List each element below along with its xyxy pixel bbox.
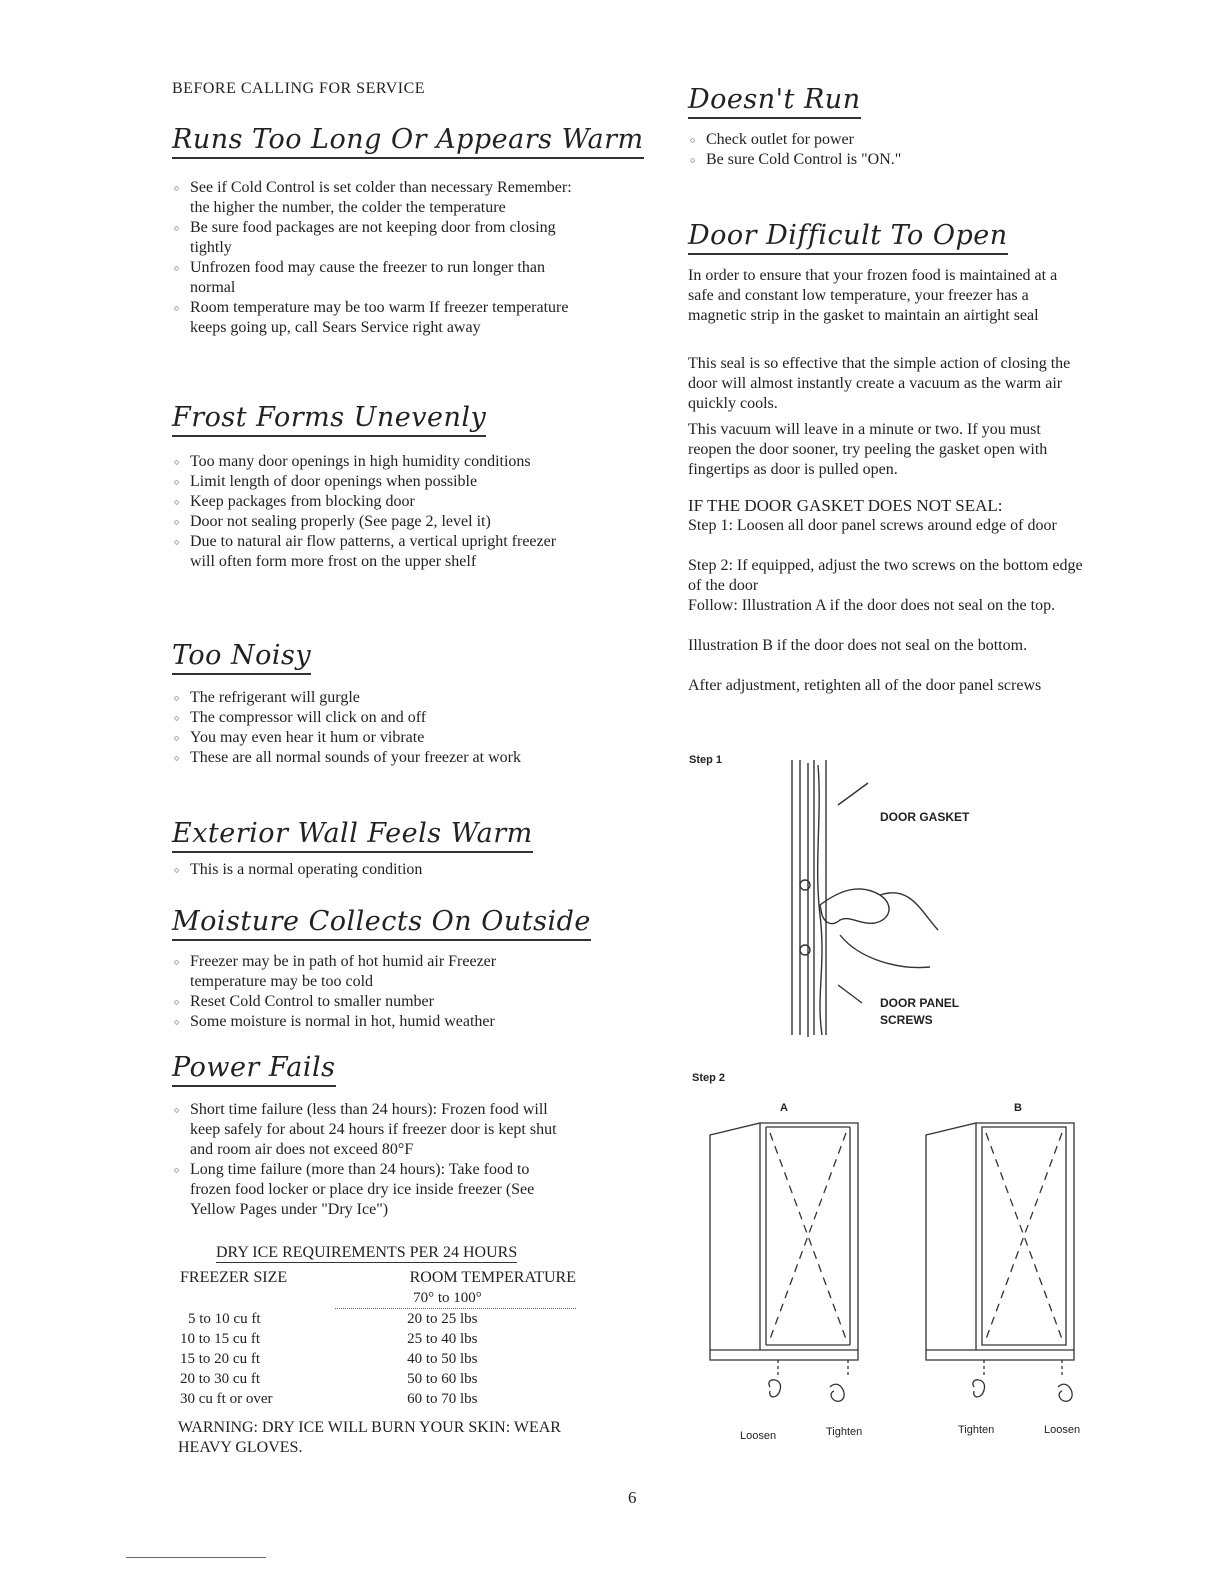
list-item: ○ The refrigerant will gurgle <box>172 688 572 708</box>
table-row <box>180 1309 576 1330</box>
list-item: ○ Limit length of door openings when possible <box>172 472 572 492</box>
footer-rule <box>126 1557 266 1558</box>
table-cell-size: 15 to 20 cu ft <box>180 1351 260 1367</box>
table-cell-size: 5 to 10 cu ft <box>188 1310 261 1327</box>
list-item: ○ Too many door openings in high humidity conditions <box>172 452 572 472</box>
table-cell-size: 30 cu ft or over <box>180 1391 273 1407</box>
door-paragraph-1: In order to ensure that your frozen food is maintained at a safe and constant low temperature, your freezer has a magnetic strip in the gasket to maintain an airtight seal <box>688 267 1058 324</box>
heading-exterior: Exterior Wall Feels Warm <box>172 818 533 853</box>
table-cell-size: 10 to 15 cu ft <box>180 1331 260 1347</box>
list-power <box>172 1100 572 1220</box>
door-panel-screws-label: SCREWS <box>880 1013 933 1027</box>
list-item: ○ Reset Cold Control to smaller number <box>172 992 572 1012</box>
illustration-b-label: B <box>1014 1102 1022 1114</box>
col-header-room-temp: ROOM TEMPERATURE <box>409 1269 576 1286</box>
illustration-a <box>700 1115 870 1425</box>
list-item: ○ Unfrozen food may cause the freezer to run longer than normal <box>172 258 572 298</box>
list-exterior <box>172 860 572 880</box>
step2-label: Step 2 <box>692 1072 726 1084</box>
door-gasket-label: DOOR GASKET <box>880 810 970 824</box>
tighten-label-a: Tighten <box>826 1426 863 1438</box>
gasket-illustration-b: Illustration B if the door does not seal on the bottom. <box>688 637 1028 654</box>
list-item: ○ Be sure food packages are not keeping door from closing tightly <box>172 218 572 258</box>
gasket-step-1: Step 1: Loosen all door panel screws around edge of door <box>688 517 1057 534</box>
list-moisture <box>172 952 572 1032</box>
list-item: ○ This is a normal operating condition <box>172 860 572 880</box>
list-item: ○ Long time failure (more than 24 hours): Take food to frozen food locker or place dry ice inside freezer (See Yellow Pages under "Dry Ice") <box>172 1160 572 1220</box>
table-row <box>180 1369 576 1389</box>
heading-doesnt-run: Doesn't Run <box>688 84 861 119</box>
list-noisy <box>172 688 572 768</box>
list-item: ○ Be sure Cold Control is "ON." <box>688 150 1088 170</box>
dry-ice-table <box>180 1268 576 1409</box>
heading-noisy: Too Noisy <box>172 640 311 675</box>
gasket-step-2: Step 2: If equipped, adjust the two screws on the bottom edge of the door <box>688 557 1083 594</box>
gasket-after: After adjustment, retighten all of the door panel screws <box>688 677 1042 694</box>
list-runs-long <box>172 178 572 338</box>
step1-label: Step 1 <box>689 754 723 766</box>
heading-door-difficult: Door Difficult To Open <box>688 220 1008 255</box>
list-item: ○ Room temperature may be too warm If freezer temperature keeps going up, call Sears Service right away <box>172 298 572 338</box>
table-subheader-row <box>180 1288 576 1309</box>
loosen-label-b: Loosen <box>1044 1424 1081 1436</box>
table-cell-amount: 40 to 50 lbs <box>407 1351 478 1367</box>
table-cell-amount: 60 to 70 lbs <box>407 1391 478 1407</box>
page-number: 6 <box>628 1488 637 1507</box>
gasket-follow: Follow: Illustration A if the door does not seal on the top. <box>688 597 1056 614</box>
dry-ice-warning: WARNING: DRY ICE WILL BURN YOUR SKIN: WEAR HEAVY GLOVES. <box>178 1419 561 1456</box>
door-paragraph-3: This vacuum will leave in a minute or two. If you must reopen the door sooner, try peeling the gasket open with fingertips as door is pulled open. <box>688 421 1048 478</box>
list-item: ○ Short time failure (less than 24 hours): Frozen food will keep safely for about 24 hours if freezer door is kept shut and room air does not exceed 80°F <box>172 1100 572 1160</box>
list-item: ○ Some moisture is normal in hot, humid weather <box>172 1012 572 1032</box>
list-item: ○ Check outlet for power <box>688 130 1088 150</box>
list-item: ○ You may even hear it hum or vibrate <box>172 728 572 748</box>
list-item: ○ Door not sealing properly (See page 2, level it) <box>172 512 572 532</box>
list-item: ○ Keep packages from blocking door <box>172 492 572 512</box>
table-row <box>180 1329 576 1349</box>
dry-ice-title: DRY ICE REQUIREMENTS PER 24 HOURS <box>216 1244 518 1261</box>
room-temp-range: 70° to 100° <box>335 1288 576 1309</box>
list-item: ○ The compressor will click on and off <box>172 708 572 728</box>
gasket-heading: IF THE DOOR GASKET DOES NOT SEAL: <box>688 496 1003 515</box>
table-row <box>180 1349 576 1369</box>
heading-power: Power Fails <box>172 1052 336 1087</box>
loosen-label-a: Loosen <box>740 1430 777 1442</box>
illustration-b <box>918 1115 1088 1425</box>
heading-frost: Frost Forms Unevenly <box>172 402 486 437</box>
list-doesnt-run <box>688 130 1088 170</box>
list-item: ○ See if Cold Control is set colder than necessary Remember: the higher the number, the colder the temperature <box>172 178 572 218</box>
table-row <box>180 1389 576 1409</box>
table-cell-size: 20 to 30 cu ft <box>180 1371 260 1387</box>
table-header-row <box>180 1268 576 1288</box>
list-item: ○ Freezer may be in path of hot humid air Freezer temperature may be too cold <box>172 952 572 992</box>
tighten-label-b: Tighten <box>958 1424 995 1436</box>
illustration-a-label: A <box>780 1102 788 1114</box>
table-cell-amount: 25 to 40 lbs <box>407 1331 478 1347</box>
col-header-freezer-size: FREEZER SIZE <box>180 1269 288 1286</box>
list-item: ○ Due to natural air flow patterns, a vertical upright freezer will often form more frost on the upper shelf <box>172 532 572 572</box>
noisy-note: ○ These are all normal sounds of your freezer at work <box>172 748 572 768</box>
door-panel-label: DOOR PANEL <box>880 996 960 1010</box>
table-cell-amount: 20 to 25 lbs <box>407 1311 478 1327</box>
page-header: BEFORE CALLING FOR SERVICE <box>172 80 426 97</box>
door-paragraph-2: This seal is so effective that the simple action of closing the door will almost instantly create a vacuum as the warm air quickly cools. <box>688 355 1071 412</box>
table-cell-amount: 50 to 60 lbs <box>407 1371 478 1387</box>
heading-moisture: Moisture Collects On Outside <box>172 906 591 941</box>
list-frost <box>172 452 572 572</box>
heading-runs-long: Runs Too Long Or Appears Warm <box>172 124 644 159</box>
